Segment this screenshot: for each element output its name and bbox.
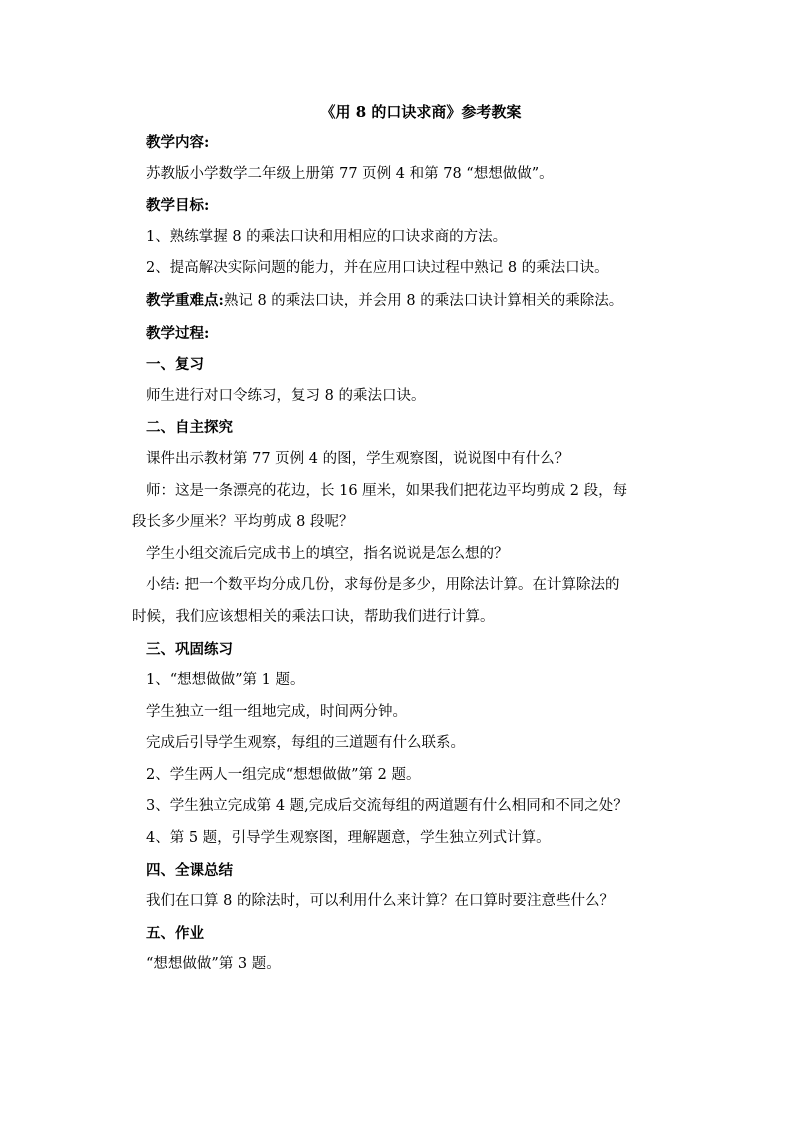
teaching-goal-label: 教学目标: <box>146 197 210 215</box>
section-4-heading: 四、全课总结 <box>146 861 233 879</box>
section-3-item-4: 4、第 5 题，引导学生观察图，理解题意，学生独立列式计算。 <box>146 830 551 847</box>
section-1-text: 师生进行对口令练习，复习 8 的乘法口诀。 <box>146 387 426 404</box>
section-2-paragraph-4-line-1: 小结: 把一个数平均分成几份，求每份是多少，用除法计算。在计算除法的 <box>146 577 620 594</box>
section-2-paragraph-2-line-2: 段长多少厘米？平均剪成 8 段呢？ <box>132 514 354 531</box>
section-3-item-1b: 完成后引导学生观察，每组的三道题有什么联系。 <box>146 735 465 752</box>
teaching-content-label: 教学内容: <box>146 134 210 151</box>
key-points-line <box>146 285 676 318</box>
section-4-text: 我们在口算 8 的除法时，可以利用什么来计算？在口算时要注意些什么？ <box>146 893 614 910</box>
section-3-item-1: 1、“想想做做”第 1 题。 <box>146 672 305 689</box>
key-points-text: 熟记 8 的乘法口诀，并会用 8 的乘法口诀计算相关的乘除法。 <box>223 292 624 309</box>
section-5-text: “想想做做”第 3 题。 <box>146 956 281 973</box>
teaching-goal-1: 1、熟练掌握 8 的乘法口诀和用相应的口诀求商的方法。 <box>146 228 508 245</box>
section-5-heading: 五、作业 <box>146 924 204 942</box>
section-3-heading: 三、巩固练习 <box>146 640 233 658</box>
document-title: 《用 8 的口诀求商》参考教案 <box>320 103 522 121</box>
teaching-goal-2: 2、提高解决实际问题的能力，并在应用口诀过程中熟记 8 的乘法口诀。 <box>146 260 609 277</box>
section-3-item-1a: 学生独立一组一组地完成，时间两分钟。 <box>146 703 407 720</box>
section-2-paragraph-4-line-2: 时候，我们应该想相关的乘法口诀，帮助我们进行计算。 <box>132 608 495 625</box>
lesson-plan-document <box>132 98 676 981</box>
section-2-paragraph-2-line-1: 师：这是一条漂亮的花边，长 16 厘米，如果我们把花边平均剪成 2 段，每 <box>146 482 628 499</box>
section-2-heading: 二、自主探究 <box>146 419 233 437</box>
section-2-paragraph-1: 课件出示教材第 77 页例 4 的图，学生观察图，说说图中有什么？ <box>146 450 570 467</box>
section-1-heading: 一、复习 <box>146 356 204 374</box>
teaching-process-label: 教学过程: <box>146 324 210 342</box>
section-3-item-3: 3、学生独立完成第 4 题,完成后交流每组的两道题有什么相同和不同之处？ <box>146 798 628 815</box>
section-2-paragraph-3: 学生小组交流后完成书上的填空，指名说说是怎么想的？ <box>146 545 509 562</box>
section-3-item-2: 2、学生两人一组完成“想想做做”第 2 题。 <box>146 766 421 783</box>
key-points-label: 教学重难点: <box>146 291 224 309</box>
teaching-content-text: 苏教版小学数学二年级上册第 77 页例 4 和第 78 “想想做做”。 <box>146 165 554 182</box>
